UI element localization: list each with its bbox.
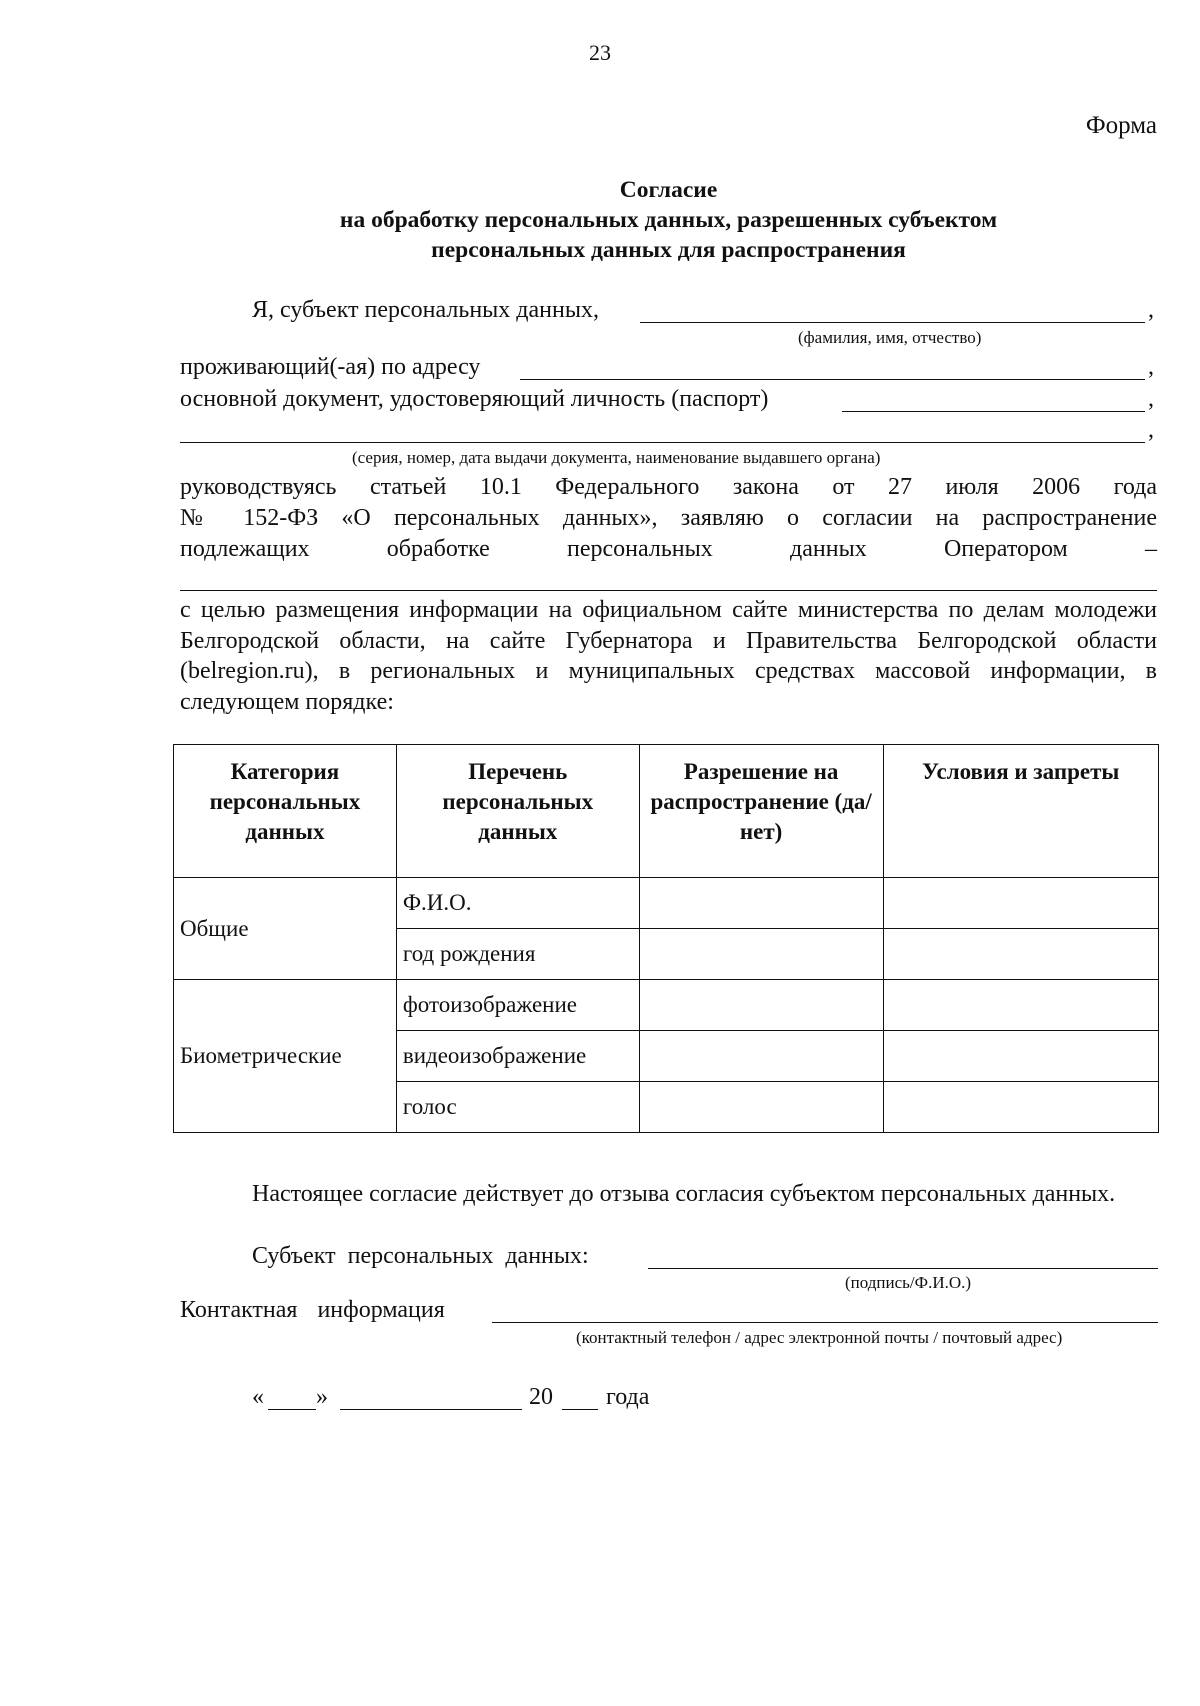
permission-cell[interactable] xyxy=(639,1082,883,1133)
contact-field[interactable] xyxy=(492,1322,1158,1323)
item-cell: Ф.И.О. xyxy=(396,878,639,929)
form-label: Форма xyxy=(1085,112,1157,139)
conditions-cell[interactable] xyxy=(883,929,1158,980)
item-cell: голос xyxy=(396,1082,639,1133)
conditions-cell[interactable] xyxy=(883,1031,1158,1082)
body-line-3: подлежащих обработке персональных данных Оператором – xyxy=(180,536,1157,562)
header-permission: Разрешение на распространение (да/нет) xyxy=(639,745,883,878)
address-field[interactable] xyxy=(520,379,1145,380)
page-number: 23 xyxy=(589,40,611,65)
signature-caption: (подпись/Ф.И.О.) xyxy=(845,1273,972,1292)
validity-paragraph xyxy=(180,1179,1157,1210)
date-year-prefix: 20 xyxy=(529,1384,553,1410)
document-details-field[interactable] xyxy=(180,442,1145,443)
date-day-field[interactable] xyxy=(268,1409,316,1410)
header-category: Категория персональных данных xyxy=(174,745,397,878)
comma-3: , xyxy=(1148,386,1154,412)
table-header-row xyxy=(174,745,1159,878)
body-line-1: руководствуясь статьей 10.1 Федерального закона от 27 июля 2006 года xyxy=(180,474,1157,500)
permission-cell[interactable] xyxy=(639,980,883,1031)
date-open-quote: « xyxy=(252,1384,264,1410)
purpose-paragraph xyxy=(180,595,1157,717)
title-line-2: на обработку персональных данных, разрешенных субъектом xyxy=(339,207,998,233)
subject-signature-field[interactable] xyxy=(648,1268,1158,1269)
permission-cell[interactable] xyxy=(639,878,883,929)
document-field[interactable] xyxy=(842,411,1145,412)
comma-4: , xyxy=(1148,417,1154,443)
date-close-quote: » xyxy=(316,1384,328,1410)
personal-data-table xyxy=(173,744,1159,1133)
date-year-field[interactable] xyxy=(562,1409,598,1410)
contact-caption: (контактный телефон / адрес электронной почты / почтовый адрес) xyxy=(576,1328,1063,1347)
permission-cell[interactable] xyxy=(639,1031,883,1082)
document-label: основной документ, удостоверяющий личность (паспорт) xyxy=(180,386,769,412)
conditions-cell[interactable] xyxy=(883,878,1158,929)
subject-name-field[interactable] xyxy=(640,322,1145,323)
header-list: Перечень персональных данных xyxy=(396,745,639,878)
body-line-2: № 152-ФЗ «О персональных данных», заявляю о согласии на распространение xyxy=(180,505,1157,531)
subject-label: Я, субъект персональных данных, xyxy=(252,297,599,323)
subject-caption: (фамилия, имя, отчество) xyxy=(798,328,982,347)
header-conditions: Условия и запреты xyxy=(883,745,1158,878)
title-line-3: персональных данных для распространения xyxy=(431,237,906,263)
address-label: проживающий(-ая) по адресу xyxy=(180,354,481,380)
title-line-1: Согласие xyxy=(619,177,718,203)
item-cell: год рождения xyxy=(396,929,639,980)
operator-field[interactable] xyxy=(180,590,1157,591)
document-caption: (серия, номер, дата выдачи документа, наименование выдавшего органа) xyxy=(352,448,881,467)
contact-label: Контактная информация xyxy=(180,1297,445,1323)
table-row xyxy=(174,980,1159,1031)
comma-1: , xyxy=(1148,297,1154,323)
category-cell: Общие xyxy=(174,878,397,980)
conditions-cell[interactable] xyxy=(883,980,1158,1031)
document-title xyxy=(180,175,1157,265)
item-cell: видеоизображение xyxy=(396,1031,639,1082)
category-cell: Биометрические xyxy=(174,980,397,1133)
subject-signature-label: Субъект персональных данных: xyxy=(252,1243,589,1269)
date-month-field[interactable] xyxy=(340,1409,522,1410)
validity-text: Настоящее согласие действует до отзыва согласия субъектом персональных данных. xyxy=(252,1181,1116,1207)
date-suffix: года xyxy=(606,1384,650,1410)
conditions-cell[interactable] xyxy=(883,1082,1158,1133)
comma-2: , xyxy=(1148,354,1154,380)
permission-cell[interactable] xyxy=(639,929,883,980)
item-cell: фотоизображение xyxy=(396,980,639,1031)
table-row xyxy=(174,878,1159,929)
purpose-text: с целью размещения информации на официальном сайте министерства по делам молодежи Белгородской области, на сайте Губернатора и Правительства Белгородской области (belregion.ru), в региональных и муниципальных средствах массовой информации, в следующем порядке: xyxy=(180,597,1157,715)
